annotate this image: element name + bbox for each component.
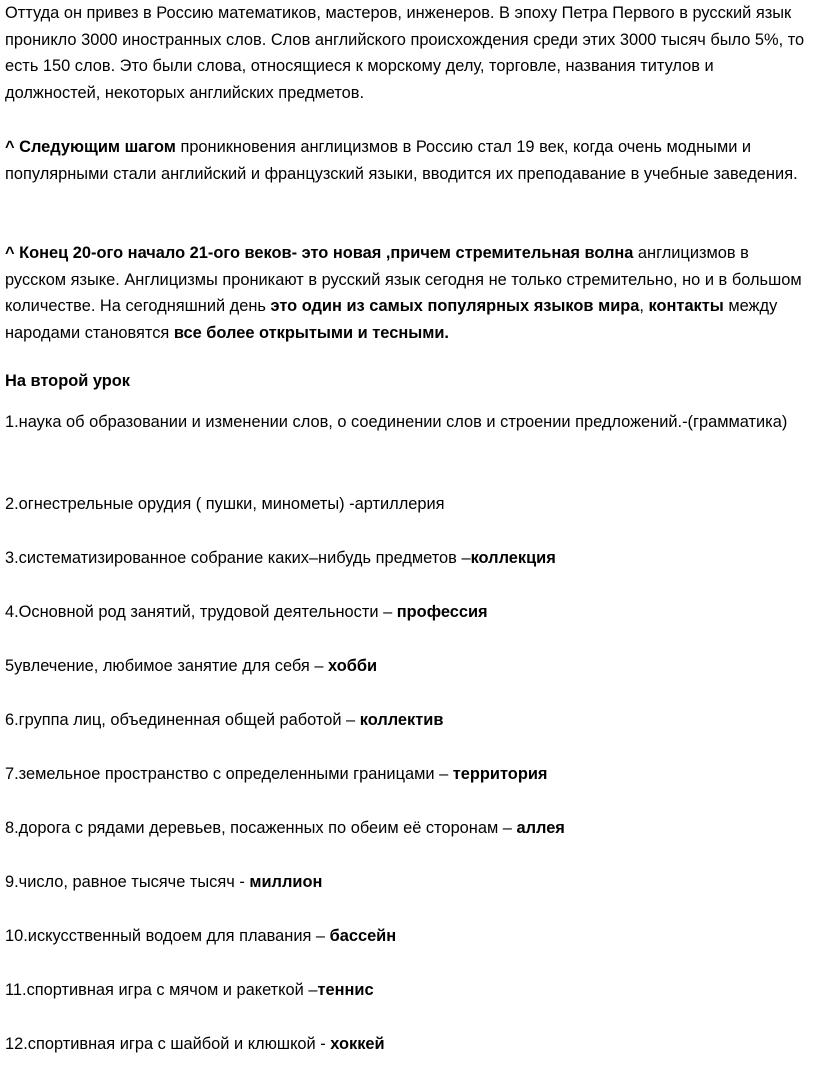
list-item — [5, 1031, 813, 1058]
modern-wave-text-1: англицизмов в русском языке. Англицизмы проникают в русский язык сегодня не только стремительно, но и в большом количестве. На сегодняшний день — [5, 244, 802, 315]
item-definition: 7.земельное пространство с определенными границами – — [5, 765, 453, 783]
modern-wave-text-2: , — [639, 297, 649, 315]
item-answer: хоккей — [330, 1035, 385, 1053]
list-item — [5, 491, 813, 518]
modern-wave-text-3: между народами становятся — [5, 297, 778, 342]
item-definition: 8.дорога с рядами деревьев, посаженных по обеим её сторонам – — [5, 819, 517, 837]
item-definition: 6.группа лиц, объединенная общей работой – — [5, 711, 360, 729]
list-item — [5, 815, 813, 842]
paragraph-peter-era: Оттуда он привез в Россию математиков, мастеров, инженеров. В эпоху Петра Первого в русский язык проникло 3000 иностранных слов. Слов английского происхождения среди этих 3000 тысяч было 5%, то есть 150 слов. Это были слова, относящиеся к морскому делу, торговле, названия титулов и должностей, некоторых английских предметов. — [5, 4, 805, 102]
item-definition: 3.систематизированное собрание каких–нибудь предметов – — [5, 549, 471, 567]
item-definition: 12.спортивная игра с шайбой и клюшкой - — [5, 1035, 331, 1053]
item-answer: теннис — [317, 981, 374, 999]
item-answer: аллея — [516, 819, 565, 837]
item-definition: 4.Основной род занятий, трудовой деятельности – — [5, 603, 397, 621]
item-answer: бассейн — [329, 927, 397, 945]
item-definition: 5увлечение, любимое занятие для себя – — [5, 657, 329, 675]
item-definition: 10.искусственный водоем для плавания – — [5, 927, 330, 945]
modern-wave-bold-2: это один из самых популярных языков мира — [270, 297, 640, 315]
list-item — [5, 977, 813, 1004]
item-answer: коллекция — [470, 549, 556, 567]
list-item — [5, 599, 813, 626]
paragraph-19th-century — [5, 134, 813, 187]
list-item — [5, 761, 813, 788]
paragraph-19th-century-text: проникновения англицизмов в Россию стал 19 век, когда очень модными и популярными стали английский и французский языки, вводится их преподавание в учебные заведения. — [5, 138, 798, 183]
item-definition: 11.спортивная игра с мячом и ракеткой – — [5, 981, 318, 999]
list-item — [5, 923, 813, 950]
section-heading: На второй урок — [5, 372, 130, 390]
modern-wave-bold-1: ^ Конец 20-ого начало 21-ого веков- это новая ,причем стремительная волна — [5, 244, 634, 262]
list-item — [5, 545, 813, 572]
list-item — [5, 707, 813, 734]
item-definition: 1.наука об образовании и изменении слов, о соединении слов и строении предложений.-(грамматика) — [5, 413, 788, 431]
modern-wave-bold-3: контакты — [648, 297, 724, 315]
list-item — [5, 409, 813, 436]
paragraph-19th-century-bold: ^ Следующим шагом — [5, 138, 176, 156]
list-item — [5, 869, 813, 896]
item-answer: территория — [452, 765, 548, 783]
paragraph-modern-wave — [5, 240, 813, 346]
item-answer: хобби — [328, 657, 378, 675]
item-answer: профессия — [396, 603, 488, 621]
item-definition: 9.число, равное тысяче тысяч - — [5, 873, 250, 891]
item-definition: 2.огнестрельные орудия ( пушки, минометы) -артиллерия — [5, 495, 445, 513]
item-answer: коллектив — [359, 711, 444, 729]
modern-wave-bold-4: все более открытыми и тесными. — [173, 323, 449, 342]
list-item — [5, 653, 813, 680]
item-answer: миллион — [249, 873, 323, 891]
